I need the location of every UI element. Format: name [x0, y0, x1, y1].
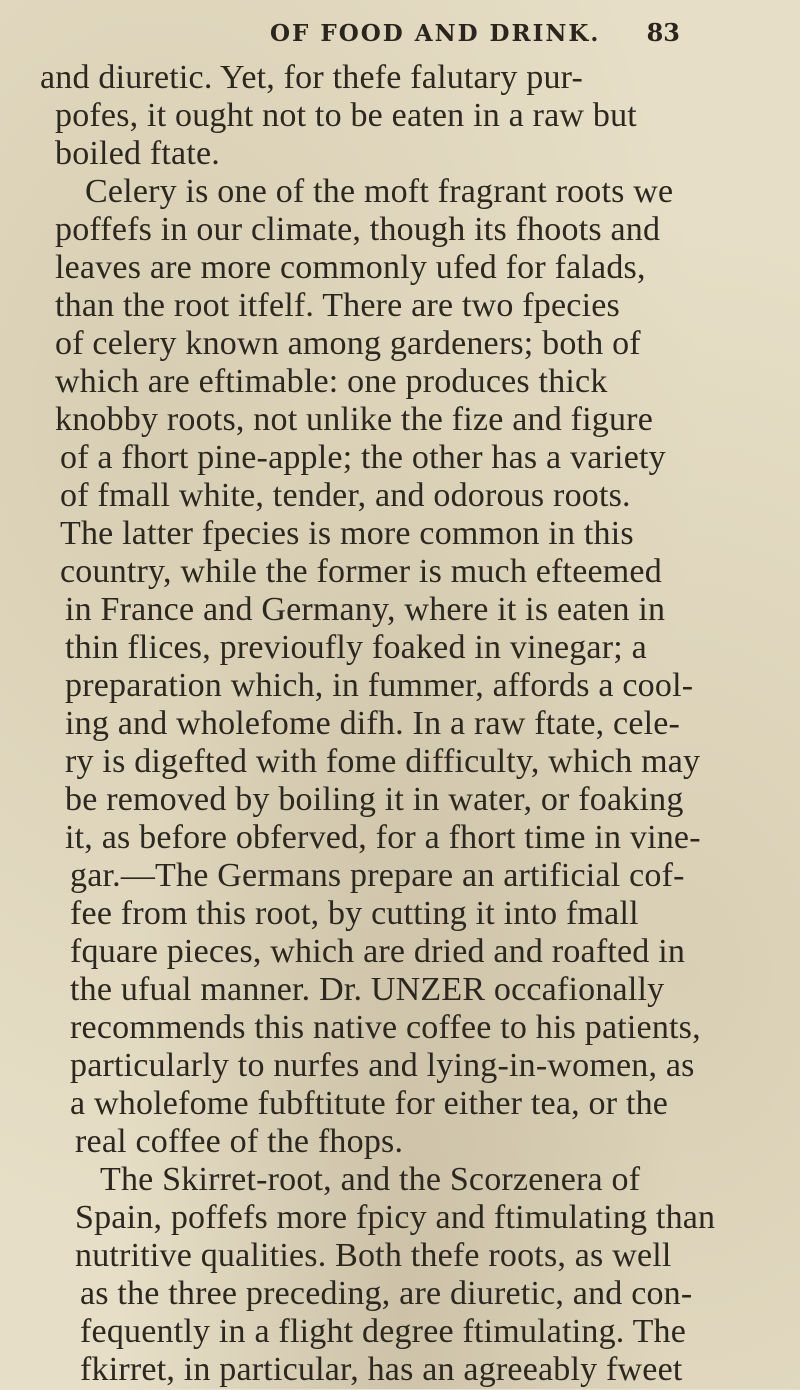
text-line: country, while the former is much efteemed — [60, 553, 662, 590]
text-line: nutritive qualities. Both thefe roots, as well — [75, 1237, 672, 1274]
text-line: the ufual manner. Dr. UNZER occafionally — [70, 971, 665, 1008]
text-line: in France and Germany, where it is eaten in — [65, 591, 666, 628]
text-line: fequently in a flight degree ftimulating. The — [80, 1313, 687, 1350]
page-number: 83 — [646, 18, 680, 47]
text-line: recommends this native coffee to his patients, — [70, 1009, 701, 1046]
text-line: fquare pieces, which are dried and roafted in — [70, 933, 686, 970]
text-line: gar.—The Germans prepare an artificial cof- — [70, 857, 685, 894]
text-line: and diuretic. Yet, for thefe falutary pur- — [40, 59, 584, 96]
text-line: leaves are more commonly ufed for falads, — [55, 249, 646, 286]
text-line: poffefs in our climate, though its fhoots and — [55, 211, 661, 248]
text-line: Spain, poffefs more fpicy and ftimulating than — [75, 1199, 716, 1236]
text-line: of a fhort pine-apple; the other has a variety — [60, 439, 666, 476]
text-line: The Skirret-root, and the Scorzenera of — [100, 1161, 641, 1198]
running-head: OF FOOD AND DRINK. — [270, 20, 601, 47]
text-line: which are eftimable: one produces thick — [55, 363, 608, 400]
text-line: fee from this root, by cutting it into fmall — [70, 895, 639, 932]
text-line: real coffee of the fhops. — [75, 1123, 404, 1160]
text-line: it, as before obferved, for a fhort time in vine- — [65, 819, 701, 856]
page-header — [150, 14, 710, 54]
text-line: of fmall white, tender, and odorous roots. — [60, 477, 631, 514]
text-line: thin flices, previoufly foaked in vinegar; a — [65, 629, 647, 666]
text-line: than the root itfelf. There are two fpecies — [55, 287, 620, 324]
text-line: a wholefome fubftitute for either tea, or the — [70, 1085, 669, 1122]
text-line: as the three preceding, are diuretic, and con- — [80, 1275, 693, 1312]
text-line: of celery known among gardeners; both of — [55, 325, 641, 362]
text-line: The latter fpecies is more common in this — [60, 515, 634, 552]
text-line: knobby roots, not unlike the fize and figure — [55, 401, 653, 438]
text-line: fkirret, in particular, has an agreeably fweet — [80, 1351, 683, 1388]
text-line: ing and wholefome difh. In a raw ftate, cele- — [65, 705, 681, 742]
text-line: Celery is one of the moft fragrant roots we — [85, 173, 674, 210]
text-line: ry is digefted with fome difficulty, which may — [65, 743, 701, 780]
text-line: pofes, it ought not to be eaten in a raw but — [55, 97, 637, 134]
text-line: be removed by boiling it in water, or foaking — [65, 781, 684, 818]
text-line: boiled ftate. — [55, 135, 220, 172]
text-line: preparation which, in fummer, affords a cool- — [65, 667, 694, 704]
text-line: particularly to nurfes and lying-in-women, as — [70, 1047, 695, 1084]
